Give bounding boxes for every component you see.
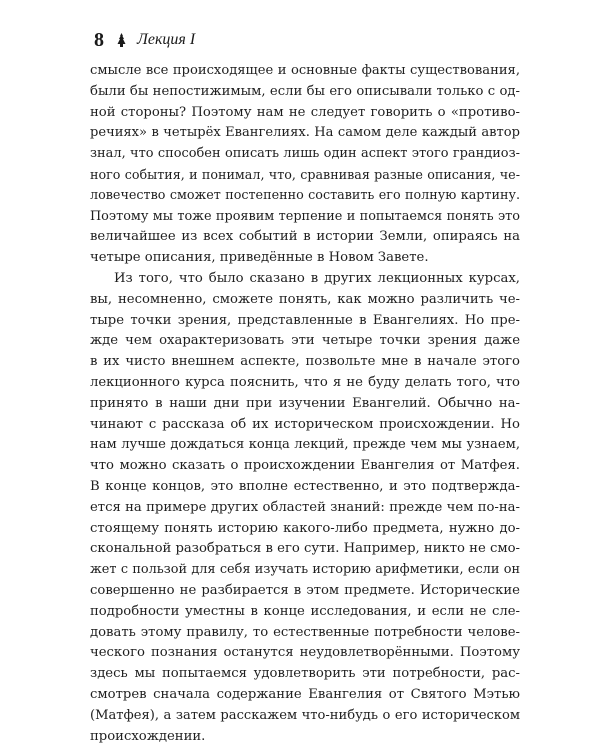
text-line: смотрев сначала содержание Евангелия от Святого Мэтью xyxy=(90,686,520,702)
text-line: стоящему понять историю какого-либо предмета, нужно до- xyxy=(90,520,520,536)
text-line: ловечество сможет постепенно составить его полную картину. xyxy=(90,187,520,203)
text-line: происхождении. xyxy=(90,728,206,744)
text-line: смысле все происходящее и основные факты существования, xyxy=(90,63,520,78)
text-line: жде чем охарактеризовать эти четыре точки зрения даже xyxy=(90,333,520,349)
text-line: что можно сказать о происхождении Евангелия от Матфея. xyxy=(90,458,520,474)
text-line: скональной разобраться в его сути. Например, никто не смо- xyxy=(90,541,520,557)
text-line: четыре описания, приведённые в Новом Завете. xyxy=(90,250,429,266)
text-line: нам лучше дождаться конца лекций, прежде чем мы узнаем, xyxy=(90,437,520,453)
book-ornament-icon xyxy=(116,32,127,48)
text-line: Из того, что было сказано в других лекционных курсах, xyxy=(114,270,520,286)
text-line: лекционного курса пояснить, что я не буду делать того, что xyxy=(90,374,520,390)
text-line: знал, что способен описать лишь один аспект этого грандиоз- xyxy=(90,146,520,162)
text-line: речиях» в четырёх Евангелиях. На самом деле каждый автор xyxy=(90,125,520,141)
text-line: ется на примере других областей знаний: прежде чем по-на- xyxy=(90,499,520,515)
text-line: чинают с рассказа об их историческом происхождении. Но xyxy=(90,416,520,432)
page-number: 8 xyxy=(94,28,104,51)
text-line: принято в наши дни при изучении Евангелий. Обычно на- xyxy=(90,395,520,411)
page-header xyxy=(94,28,195,52)
text-line: подробности уместны в конце исследования, и если не сле- xyxy=(90,603,520,619)
text-line: в их чисто внешнем аспекте, позвольте мне в начале этого xyxy=(90,354,520,370)
text-line: величайшее из всех событий в истории Земли, опираясь на xyxy=(90,229,520,245)
text-line: совершенно не разбирается в этом предмете. Исторические xyxy=(90,582,520,598)
text-line: Поэтому мы тоже проявим терпение и попытаемся понять это xyxy=(90,208,520,224)
text-line: были бы непостижимым, если бы его описывали только с од- xyxy=(90,83,520,99)
body-text xyxy=(90,61,520,747)
running-title: Лекция I xyxy=(137,31,196,48)
text-line: ного события, и понимал, что, сравнивая разные описания, че- xyxy=(90,166,520,182)
paragraph-2 xyxy=(90,269,520,747)
paragraph-1 xyxy=(90,61,520,269)
text-line: здесь мы попытаемся удовлетворить эти потребности, рас- xyxy=(90,666,520,682)
text-line: ческого познания останутся неудовлетворёнными. Поэтому xyxy=(90,645,520,661)
text-line: вы, несомненно, сможете понять, как можно различить че- xyxy=(90,291,520,307)
text-line: довать этому правилу, то естественные потребности челове- xyxy=(90,624,520,640)
text-line: жет с пользой для себя изучать историю арифметики, если он xyxy=(90,562,520,578)
text-line: тыре точки зрения, представленные в Евангелиях. Но пре- xyxy=(90,312,520,328)
text-line: В конце концов, это вполне естественно, и это подтвержда- xyxy=(90,478,520,494)
text-line: ной стороны? Поэтому нам не следует говорить о «противо- xyxy=(90,104,520,120)
text-line: (Матфея), а затем расскажем что-нибудь о его историческом xyxy=(90,707,520,723)
